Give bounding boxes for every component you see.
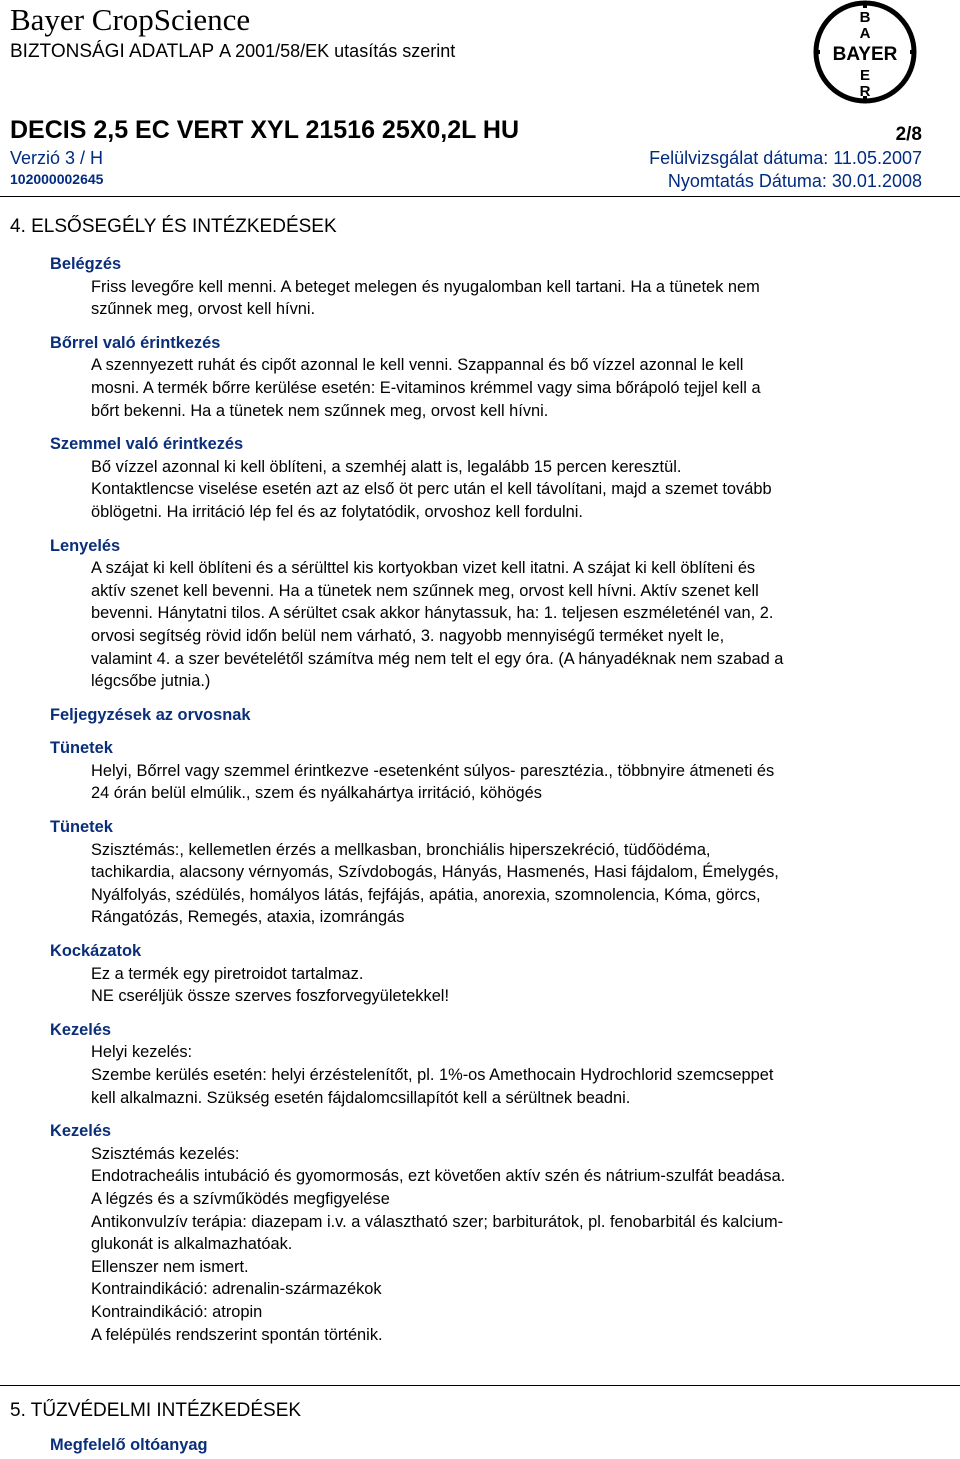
text-line: A szájat ki kell öblíteni és a sérülttel kis kortyokban vizet kell itatni. A szájat ki kell öblíteni és xyxy=(91,559,756,578)
ingestion-text xyxy=(50,557,940,693)
treatment-title: Kezelés xyxy=(50,1020,112,1039)
text-line: Helyi kezelés: xyxy=(91,1043,193,1062)
document-number: 102000002645 xyxy=(10,171,104,187)
text-line: bevenni. Hánytatni tilos. A sérültet csak akkor hánytassuk, ha: 1. teljesen eszméleténél van, 2. xyxy=(91,604,774,623)
section-5-title: 5. TŰZVÉDELMI INTÉZKEDÉSEK xyxy=(10,1400,302,1421)
text-line: Szembe kerülés esetén: helyi érzéstelenítőt, pl. 1%-os Amethocain Hydrochlorid szemcseppet xyxy=(91,1066,774,1084)
text-line: öblögetni. Ha irritáció lép fel és az folytatódik, orvoshoz kell fordulni. xyxy=(91,502,583,521)
eyes-block xyxy=(50,433,940,523)
eyes-title: Szemmel való érintkezés xyxy=(50,435,244,454)
text-line: glukonát is alkalmazhatóak. xyxy=(91,1235,293,1254)
symptoms-systemic-text xyxy=(50,839,940,929)
logo-letter-bottom: R xyxy=(859,83,871,100)
text-line: A felépülés rendszerint spontán történik. xyxy=(91,1325,383,1344)
version-label: Verzió 3 / H xyxy=(10,148,104,168)
text-line: légcsőbe jutnia.) xyxy=(91,672,211,691)
text-line: Friss levegőre kell menni. A beteget melegen és nyugalomban kell tartani. Ha a tünetek nem xyxy=(91,277,760,296)
doctor-notes-title: Feljegyzések az orvosnak xyxy=(50,705,251,724)
treatment-title: Kezelés xyxy=(50,1122,112,1141)
logo-letter-a: A xyxy=(859,25,871,42)
section-divider xyxy=(0,1385,960,1386)
text-line: Nyálfolyás, szédülés, homályos látás, fejfájás, apátia, anorexia, szomnolencia, Kóma, görcs, xyxy=(91,885,761,904)
inhalation-text xyxy=(50,276,940,321)
inhalation-block xyxy=(50,253,940,321)
text-line: 24 órán belül elmúlik., szem és nyálkahártya irritáció, köhögés xyxy=(91,784,542,803)
page-number: 2/8 xyxy=(895,124,922,145)
symptoms-local-block xyxy=(50,737,940,805)
text-line: Bő vízzel azonnal ki kell öblíteni, a szemhéj alatt is, legalább 15 percen keresztül. xyxy=(91,457,682,476)
document-type xyxy=(10,41,455,63)
text-line: szűnnek meg, orvost kell hívni. xyxy=(91,300,316,319)
regulation-label: A 2001/58/EK utasítás szerint xyxy=(219,41,456,61)
symptoms-local-text xyxy=(50,760,940,805)
symptoms-systemic-block xyxy=(50,816,940,929)
logo-letter-e: E xyxy=(859,67,871,84)
logo-word: BAYER xyxy=(832,44,898,65)
symptoms-title: Tünetek xyxy=(50,739,113,758)
text-line: bőrt bekenni. Ha a tünetek nem szűnnek meg, orvost kell hívni. xyxy=(91,401,549,420)
text-line: Rángatózás, Remegés, ataxia, izomrángás xyxy=(91,908,405,927)
header-divider xyxy=(0,196,960,197)
text-line: Kontaktlencse viselése esetén azt az első öt perc után el kell távolítani, majd a szemet tovább xyxy=(91,480,772,499)
skin-block xyxy=(50,332,940,422)
text-line: NE cseréljük össze szerves foszforvegyületekkel! xyxy=(91,987,450,1006)
company-name: Bayer CropScience xyxy=(10,2,251,37)
ingestion-block xyxy=(50,535,940,693)
bayer-cross-logo xyxy=(806,0,924,104)
section-4-content xyxy=(50,253,940,1357)
risks-title: Kockázatok xyxy=(50,942,142,961)
symptoms-title: Tünetek xyxy=(50,818,113,837)
text-line: valamint 4. a szer bevételétől számítva még nem telt el egy óra. (A hányadéknak nem szabad a xyxy=(91,649,784,668)
doctor-notes-block xyxy=(50,704,940,727)
text-line: Szisztémás kezelés: xyxy=(91,1144,240,1163)
ingestion-title: Lenyelés xyxy=(50,536,121,555)
text-line: A szennyezett ruhát és cipőt azonnal le kell venni. Szappannal és bő vízzel azonnal le kell xyxy=(91,356,744,375)
text-line: Kontraindikáció: adrenalin-származékok xyxy=(91,1280,382,1299)
logo-letter-top: B xyxy=(859,9,871,26)
text-line: Szisztémás:, kellemetlen érzés a mellkasban, bronchiális hiperszekréció, tüdőödéma, xyxy=(91,840,711,859)
treatment-systemic-text xyxy=(50,1143,940,1346)
text-line: mosni. A termék bőrre kerülése esetén: E-vitaminos krémmel vagy sima bőrápoló tejjel kell a xyxy=(91,378,761,397)
skin-title: Bőrrel való érintkezés xyxy=(50,333,221,352)
text-line: orvosi segítség rövid időn belül nem várható, 3. nagyobb mennyiségű terméket nyelt le, xyxy=(91,626,725,645)
print-date: Nyomtatás Dátuma: 30.01.2008 xyxy=(667,171,922,191)
section-4-title: 4. ELSŐSEGÉLY ÉS INTÉZKEDÉSEK xyxy=(10,216,337,237)
product-name: DECIS 2,5 EC VERT XYL 21516 25X0,2L HU xyxy=(10,116,520,144)
skin-text xyxy=(50,354,940,422)
eyes-text xyxy=(50,456,940,524)
text-line: aktív szenet kell bevenni. Ha a tünetek nem szűnnek meg, orvost kell hívni. Aktív szenet kell xyxy=(91,581,759,600)
treatment-local-block xyxy=(50,1019,940,1109)
text-line: Endotracheális intubáció és gyomormosás, ezt követően aktív szén és nátrium-szulfát beadása. xyxy=(91,1167,786,1186)
text-line: Antikonvulzív terápia: diazepam i.v. a választható szer; barbiturátok, pl. fenobarbitál és kalcium- xyxy=(91,1212,784,1231)
text-line: Kontraindikáció: atropin xyxy=(91,1302,263,1321)
text-line: kell alkalmazni. Szükség esetén fájdalomcsillapítót kell a sérültnek beadni. xyxy=(91,1088,631,1107)
doc-type-label: BIZTONSÁGI ADATLAP xyxy=(10,41,214,62)
text-line: A légzés és a szívműködés megfigyelése xyxy=(91,1189,390,1208)
treatment-local-text xyxy=(50,1041,940,1109)
text-line: Ellenszer nem ismert. xyxy=(91,1257,249,1276)
risks-text xyxy=(50,963,940,1008)
treatment-systemic-block xyxy=(50,1120,940,1346)
review-date: Felülvizsgálat dátuma: 11.05.2007 xyxy=(649,148,922,168)
risks-block xyxy=(50,940,940,1008)
text-line: Ez a termék egy piretroidot tartalmaz. xyxy=(91,964,364,983)
text-line: Helyi, Bőrrel vagy szemmel érintkezve -esetenként súlyos- paresztézia., többnyire átmeneti és xyxy=(91,761,775,780)
inhalation-title: Belégzés xyxy=(50,255,122,273)
extinguishing-media-title: Megfelelő oltóanyag xyxy=(50,1436,208,1454)
text-line: tachikardia, alacsony vérnyomás, Szívdobogás, Hányás, Hasmenés, Hasi fájdalom, Émelygés, xyxy=(91,863,779,882)
